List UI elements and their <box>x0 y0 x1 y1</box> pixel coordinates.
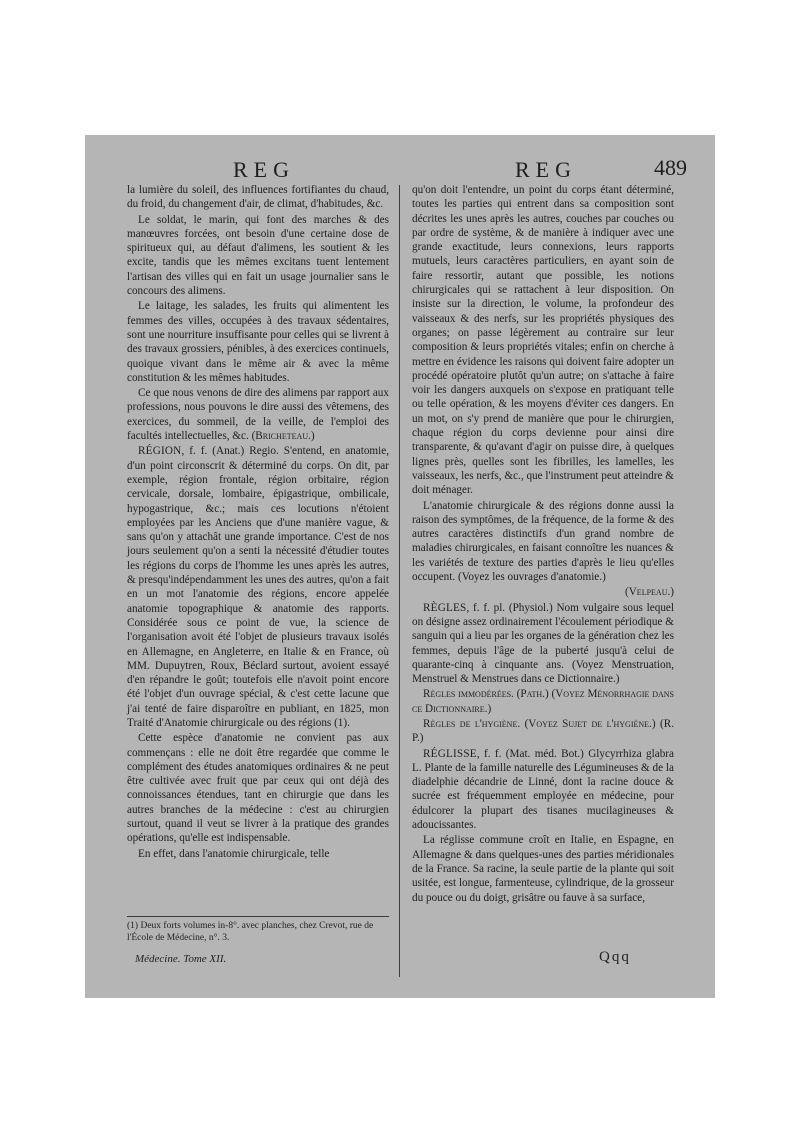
paragraph: Le laitage, les salades, les fruits qui alimentent les femmes des villes, occupées à des travaux sédentaires, sont une nourriture insuffisante pour celles qui se livrent à des travaux grossiers, pénibles, à des exercices continuels, quoique vivant dans le même air & avec la même constitution & les mêmes habitudes. <box>127 300 389 384</box>
subentry-immoderees: Règles immodérées. (Path.) (Voyez Ménorrhagie dans ce Dictionnaire.) <box>412 688 674 715</box>
paragraph: En effet, dans l'anatomie chirurgicale, telle <box>138 847 330 860</box>
entry-headword: RÉGION <box>138 445 182 458</box>
right-column <box>412 183 674 906</box>
entry-text: , f. f. (Mat. méd. Bot.) Glycyrrhiza glabra L. Plante de la famille naturelle des Légumineuses & de la diadelphie décandrie de Linné, dont la racine douce & sucrée est fréquemment employée en médecine, pour édulcorer la plupart des tisanes mucilagineuses & adoucissantes. <box>412 747 674 832</box>
running-head-left: REG <box>233 157 295 182</box>
paragraph: qu'on doit l'entendre, un point du corps étant déterminé, toutes les parties qui entrent dans sa composition sont décrites les unes après les autres, couches par couches ou par ordre de système, & de manière à indiquer avec une grande exactitude, leurs connexions, leurs rapports mutuels, leurs caractères particuliers, en ayant soin de faire ressortir, autant que possible, les notions chirurgicales qui se rattachent à leur disposition. On insiste sur la direction, le volume, la profondeur des vaisseaux & des nerfs, sur les propriétés physiques des organes; on passe légèrement au contraire sur leur composition & leurs propriétés vitales; enfin on cherche à mettre en évidence les raisons qui doivent faire adopter un procédé opératoire plutôt qu'un autre; on s'attache à faire voir les dangers auxquels on s'expose en pratiquant telle ou telle opération, & les moyens d'éviter ces dangers. En un mot, on s'y prend de manière que pour le chirurgien, chaque région du corps devienne pour ainsi dire transparente, & qu'avant d'agir on puisse dire, à quelques lignes près, quelles sont les fibrilles, les lamelles, les vaisseaux, les nerfs, &c., que l'instrument peut atteindre & doit ménager. <box>412 184 674 497</box>
paragraph: La réglisse commune croît en Italie, en Espagne, en Allemagne & dans quelques-unes des parties méridionales de la France. Sa racine, la seule partie de la plante qui soit usitée, est longue, farmenteuse, cylindrique, de la grosseur du pouce ou du doigt, grisâtre ou fauve à sa surface, <box>412 834 674 904</box>
left-column <box>127 183 389 862</box>
entry-headword: RÉGLISSE <box>423 747 477 760</box>
paragraph: Cette espèce d'anatomie ne convient pas aux commençans : elle ne doit être regardée que comme le complément des études anatomiques ordinaires & ne peut être cultivée avec fruit que par ceux qui ont déjà des connoissances étendues, tant en chirurgie que dans les autres branches de la médecine : c'est au chirurgien surtout, quand il veut se livrer à la pratique des grandes opérations, qu'elle est indispensable. <box>127 732 389 845</box>
entry-text: , f. f. (Anat.) Regio. S'entend, en anatomie, d'un point circonscrit & déterminé du corps. On dit, par exemple, région frontale, région orbitaire, région cervicale, dorsale, lombaire, épigastrique, ombilicale, hypogastrique, &c.; mais ces locutions n'étoient employées par les Anciens que d'une manière vague, & sans qu'on y attachât une grande importance. C'est de nos jours seulement qu'on a senti la nécessité d'étudier toutes les régions du corps de l'homme les unes après les autres, & presqu'indépendamment les unes des autres, qu'on a fait en un mot l'anatomie des régions, encore appelée anatomie topographique & anatomie des rapports. Considérée sous ce point de vue, la science de l'organisation avoit été l'objet de plusieurs travaux isolés en Allemagne, en Angleterre, en Italie & en France, où MM. Dupuytren, Roux, Béclard surtout, avoient essayé d'en répandre le goût; toutefois elle n'avoit point encore été l'objet d'un ouvrage spécial, & c'est cette lacune que j'ai tenté de faire disparoître en publiant, en 1825, mon Traité d'Anatomie chirurgicale ou des régions (1). <box>127 445 389 729</box>
entry-text: , f. f. pl. (Physiol.) Nom vulgaire sous lequel on désigne assez ordinairement l'écoulement périodique & sanguin qui a lieu par les organes de la génération chez les femmes, depuis l'âge de la puberté jusqu'à celui de quarante-cinq à cinquante ans. (Voyez Menstruation, Menstruel & Menstrues dans ce Dictionnaire.) <box>412 601 674 686</box>
paragraph <box>127 386 389 443</box>
volume-line: Médecine. Tome XII. <box>135 953 227 965</box>
author-signature: (Velpeau.) <box>625 586 674 599</box>
subentry-hygiene: Règles de l'hygiène. (Voyez Sujet de l'hygiène.) (R. P.) <box>412 717 674 745</box>
paragraph: la lumière du soleil, des influences fortifiantes du chaud, du froid, du changement d'air, de climat, d'habitudes, &c. <box>127 184 389 211</box>
entry-headword: RÈGLES <box>423 601 467 614</box>
footnote: (1) Deux forts volumes in-8°. avec planches, chez Crevot, rue de l'École de Médecine, n°. 3. <box>127 921 374 943</box>
signature-mark: Qqq <box>599 949 631 965</box>
entry-regles <box>412 601 674 687</box>
author-signature: (Bricheteau.) <box>251 430 315 443</box>
paragraph: Le soldat, le marin, qui font des marches & des manœuvres forcées, ont besoin d'une certaine dose de spiritueux qui, au défaut d'alimens, les soutient & les excite, tandis que les mêmes excitans tuent lentement l'artisan des villes qui en fait un usage journalier sans le concours des alimens. <box>127 213 389 298</box>
entry-region <box>127 444 389 730</box>
page-number: 489 <box>654 155 687 180</box>
entry-reglisse <box>412 747 674 833</box>
column-divider <box>399 185 400 977</box>
scanned-page <box>85 135 715 998</box>
paragraph: L'anatomie chirurgicale & des régions donne aussi la raison des symptômes, de la fréquence, de la forme & des autres caractères distinctifs d'un grand nombre de maladies chirurgicales, en faisant connoître les nuances & les variétés de texture des parties d'après le lieu qu'elles occupent. (Voyez les ouvrages d'anatomie.) <box>412 499 674 584</box>
footnote-rule <box>127 916 389 917</box>
paragraph-text: Ce que nous venons de dire des alimens par rapport aux professions, nous pouvons le dire aussi des vêtemens, des exercices, du sommeil, de la veille, de l'emploi des facultés intellectuelles, &c. <box>127 387 389 443</box>
running-head-right: REG <box>515 157 577 182</box>
